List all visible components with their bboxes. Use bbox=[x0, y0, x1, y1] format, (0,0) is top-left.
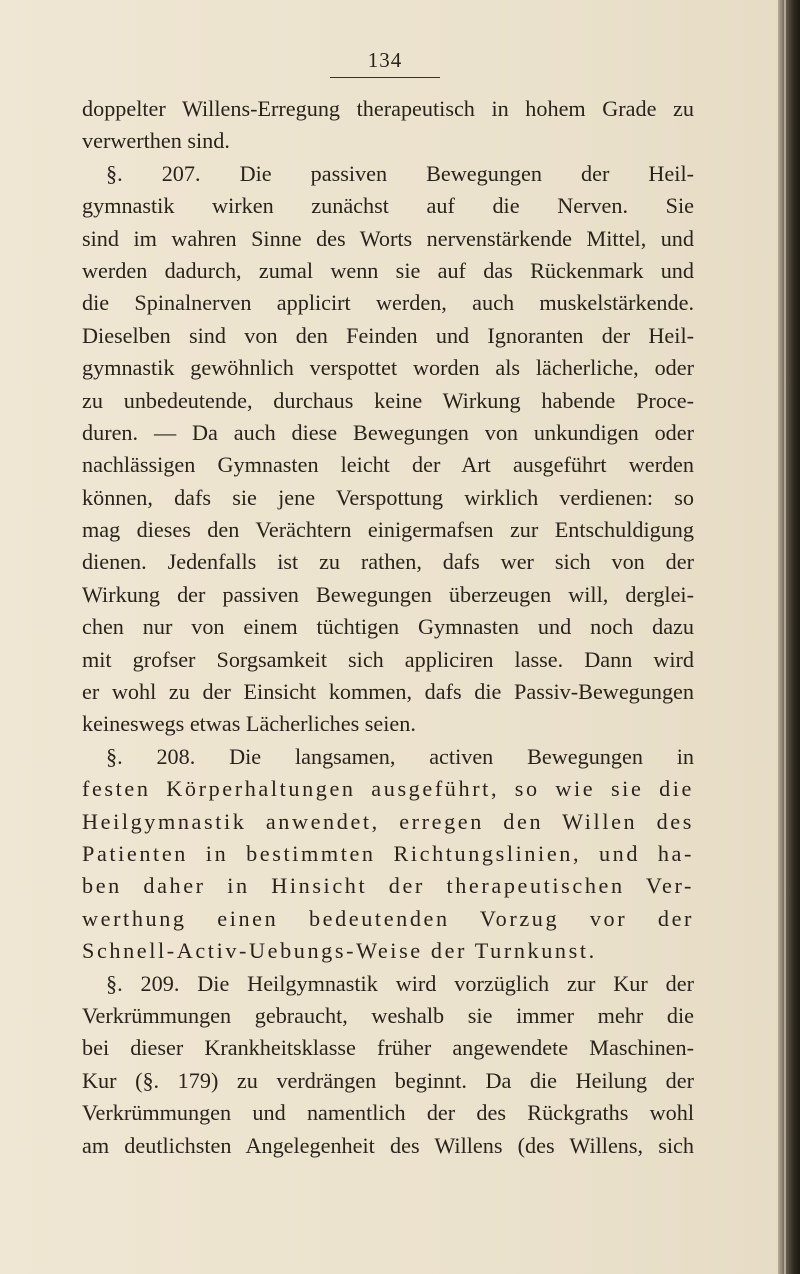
text-line: mag dieses den Verächtern einigermafsen zur Entschuldigung bbox=[82, 517, 694, 543]
text-line: mit grofser Sorgsamkeit sich appliciren lasse. Dann wird bbox=[82, 646, 694, 672]
text-line: verwerthen sind. bbox=[82, 128, 230, 154]
text-line: nachlässigen Gymnasten leicht der Art ausgeführt werden bbox=[82, 452, 694, 478]
text-line: er wohl zu der Einsicht kommen, dafs die Passiv-Bewegungen bbox=[82, 679, 694, 705]
text-line: keineswegs etwas Lächerliches seien. bbox=[82, 711, 416, 737]
text-line: ben daher in Hinsicht der therapeutischen Ver- bbox=[82, 873, 694, 899]
text-line: §. 208. Die langsamen, activen Bewegungen in bbox=[106, 743, 694, 769]
text-line: können, dafs sie jene Verspottung wirklich verdienen: so bbox=[82, 484, 694, 510]
text-line: gymnastik gewöhnlich verspottet worden als lächerliche, oder bbox=[82, 355, 694, 381]
text-line: am deutlichsten Angelegenheit des Willens (des Willens, sich bbox=[82, 1132, 694, 1158]
text-line: werden dadurch, zumal wenn sie auf das Rückenmark und bbox=[82, 257, 694, 283]
text-line: sind im wahren Sinne des Worts nervenstärkende Mittel, und bbox=[82, 225, 694, 251]
text-line: duren. — Da auch diese Bewegungen von unkundigen oder bbox=[82, 419, 694, 445]
page-number: 134 bbox=[330, 48, 440, 78]
body-text bbox=[82, 93, 694, 1162]
text-line: chen nur von einem tüchtigen Gymnasten und noch dazu bbox=[82, 614, 694, 640]
text-line: die Spinalnerven applicirt werden, auch muskelstärkende. bbox=[82, 290, 694, 316]
text-line: doppelter Willens-Erregung therapeutisch in hohem Grade zu bbox=[82, 96, 694, 121]
text-line: festen Körperhaltungen ausgeführt, so wie sie die bbox=[82, 776, 694, 802]
text-line: Verkrümmungen gebraucht, weshalb sie immer mehr die bbox=[82, 1002, 694, 1028]
text-line: Patienten in bestimmten Richtungslinien, und ha- bbox=[82, 840, 694, 866]
text-line: Wirkung der passiven Bewegungen überzeugen will, derglei- bbox=[82, 581, 694, 607]
text-line: Dieselben sind von den Feinden und Ignoranten der Heil- bbox=[82, 322, 694, 348]
text-line: Kur (§. 179) zu verdrängen beginnt. Da die Heilung der bbox=[82, 1067, 694, 1093]
text-line: bei dieser Krankheitsklasse früher angewendete Maschinen- bbox=[82, 1035, 694, 1061]
text-line: Verkrümmungen und namentlich der des Rückgraths wohl bbox=[82, 1100, 694, 1126]
text-line: werthung einen bedeutenden Vorzug vor der bbox=[82, 905, 694, 931]
text-line: §. 209. Die Heilgymnastik wird vorzüglich zur Kur der bbox=[106, 970, 694, 996]
text-line: §. 207. Die passiven Bewegungen der Heil- bbox=[106, 160, 694, 186]
text-line: Heilgymnastik anwendet, erregen den Willen des bbox=[82, 808, 694, 834]
text-line: Schnell-Activ-Uebungs-Weise der Turnkunst. bbox=[82, 938, 597, 964]
book-binding-edge bbox=[778, 0, 800, 1274]
text-line: gymnastik wirken zunächst auf die Nerven. Sie bbox=[82, 193, 694, 219]
text-line: dienen. Jedenfalls ist zu rathen, dafs wer sich von der bbox=[82, 549, 694, 575]
binding-highlight bbox=[784, 0, 786, 1274]
text-line: zu unbedeutende, durchaus keine Wirkung habende Proce- bbox=[82, 387, 694, 413]
